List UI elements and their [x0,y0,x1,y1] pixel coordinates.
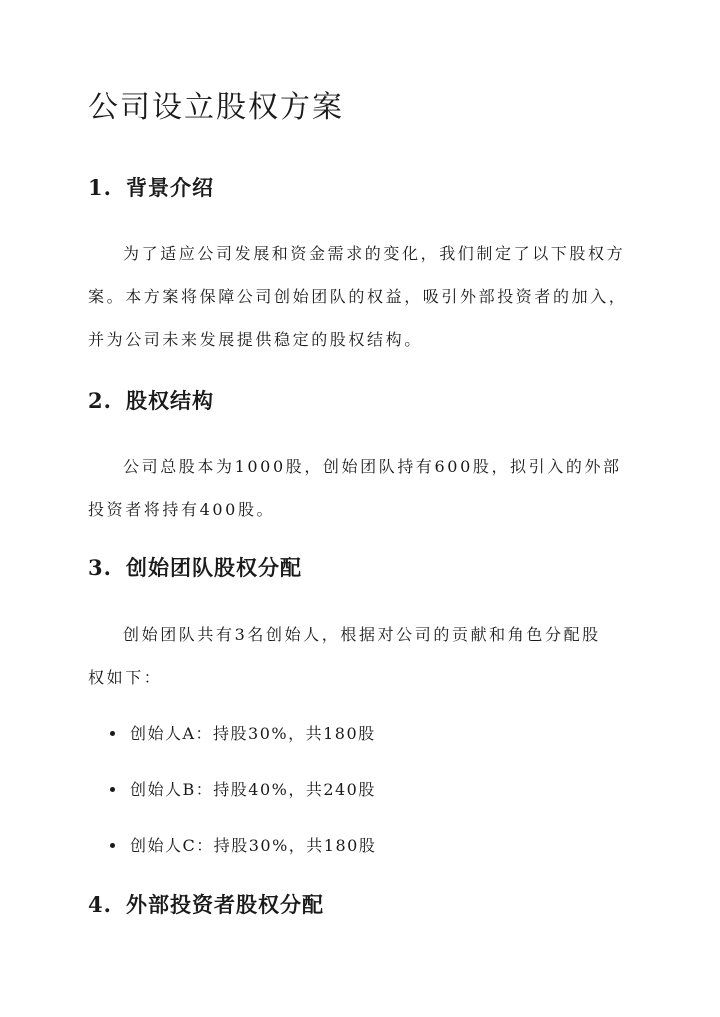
list-item-text: 创始人A：持股30%，共180股 [130,724,376,743]
section-title: 创始团队股权分配 [126,555,302,580]
bullet-icon [110,843,115,848]
founder-list [88,712,376,880]
section-number: 3. [88,555,112,580]
section-title: 外部投资者股权分配 [126,892,324,917]
section-heading-background [88,173,214,203]
list-item [88,712,376,768]
list-item [88,824,376,880]
section-heading-investor-allocation [88,890,324,920]
section-title: 股权结构 [126,388,214,413]
section-paragraph-equity-structure: 公司总股本为1000股，创始团队持有600股，拟引入的外部投资者将持有400股。 [88,457,622,519]
list-item [88,768,376,824]
section-heading-founder-allocation [88,553,302,583]
section-paragraph-background: 为了适应公司发展和资金需求的变化，我们制定了以下股权方案。本方案将保障公司创始团队的权益，吸引外部投资者的加入，并为公司未来发展提供稳定的股权结构。 [88,244,628,349]
section-number: 1. [88,175,112,200]
section-heading-equity-structure [88,386,214,416]
document-title: 公司设立股权方案 [88,90,344,125]
list-item-text: 创始人B：持股40%，共240股 [130,780,376,799]
section-number: 2. [88,388,112,413]
section-title: 背景介绍 [126,175,214,200]
section-number: 4. [88,892,112,917]
bullet-icon [110,731,115,736]
bullet-icon [110,787,115,792]
list-item-text: 创始人C：持股30%，共180股 [130,836,377,855]
section-paragraph-founder-allocation: 创始团队共有3名创始人，根据对公司的贡献和角色分配股权如下： [88,625,601,687]
